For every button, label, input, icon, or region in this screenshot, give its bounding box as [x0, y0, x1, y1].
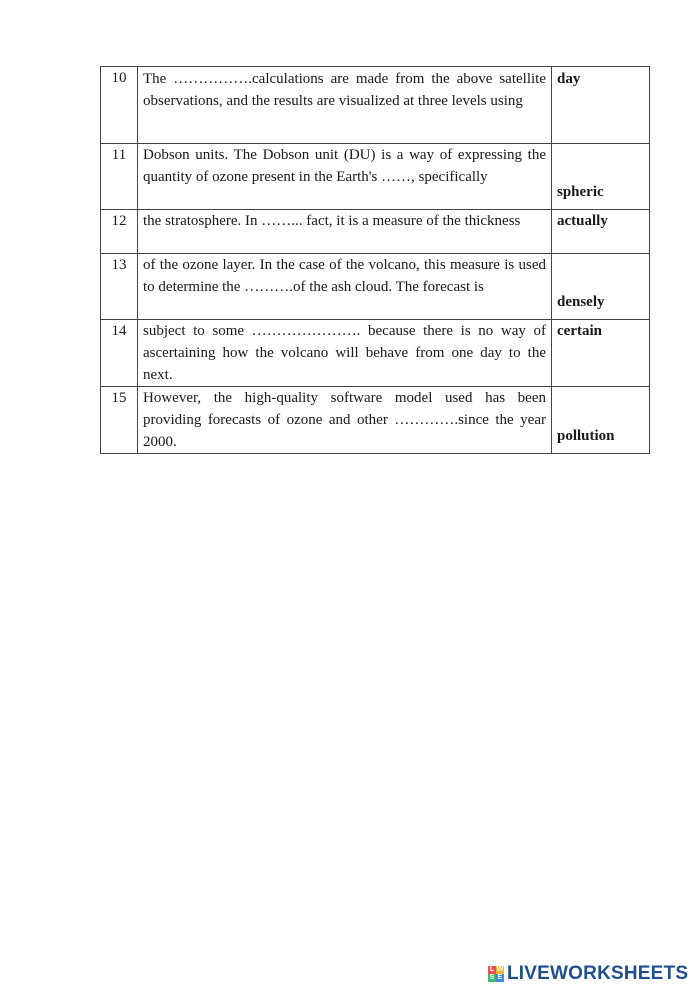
table-row — [101, 387, 650, 454]
word-option: day — [552, 67, 650, 144]
table-row — [101, 67, 650, 144]
word-option: pollution — [552, 387, 650, 454]
table-row — [101, 210, 650, 254]
word-option: actually — [552, 210, 650, 254]
row-sentence: the stratosphere. In ……... fact, it is a measure of the thickness — [138, 210, 552, 254]
row-number: 15 — [101, 387, 138, 454]
liveworksheets-logo[interactable] — [488, 962, 688, 986]
table-row — [101, 320, 650, 387]
row-sentence: of the ozone layer. In the case of the volcano, this measure is used to determine the ……….of the ash cloud. The forecast is — [138, 254, 552, 320]
row-sentence: However, the high-quality software model used has been providing forecasts of ozone and other ………….since the year 2000. — [138, 387, 552, 454]
word-option: densely — [552, 254, 650, 320]
row-sentence: Dobson units. The Dobson unit (DU) is a way of expressing the quantity of ozone present in the Earth's ……, specifically — [138, 144, 552, 210]
liveworksheets-brand-text: LIVEWORKSHEETS — [507, 963, 689, 984]
row-sentence: subject to some …………………. because there is no way of ascertaining how the volcano will behave from one day to the next. — [138, 320, 552, 387]
row-number: 11 — [101, 144, 138, 210]
worksheet-table — [100, 66, 650, 454]
row-number: 10 — [101, 67, 138, 144]
row-number: 13 — [101, 254, 138, 320]
word-option: certain — [552, 320, 650, 387]
liveworksheets-logo-icon: L W S E — [489, 966, 504, 981]
word-option: spheric — [552, 144, 650, 210]
row-number: 12 — [101, 210, 138, 254]
row-sentence: The …………….calculations are made from the above satellite observations, and the results are visualized at three levels using — [138, 67, 552, 144]
table-row — [101, 254, 650, 320]
table-row — [101, 144, 650, 210]
row-number: 14 — [101, 320, 138, 387]
